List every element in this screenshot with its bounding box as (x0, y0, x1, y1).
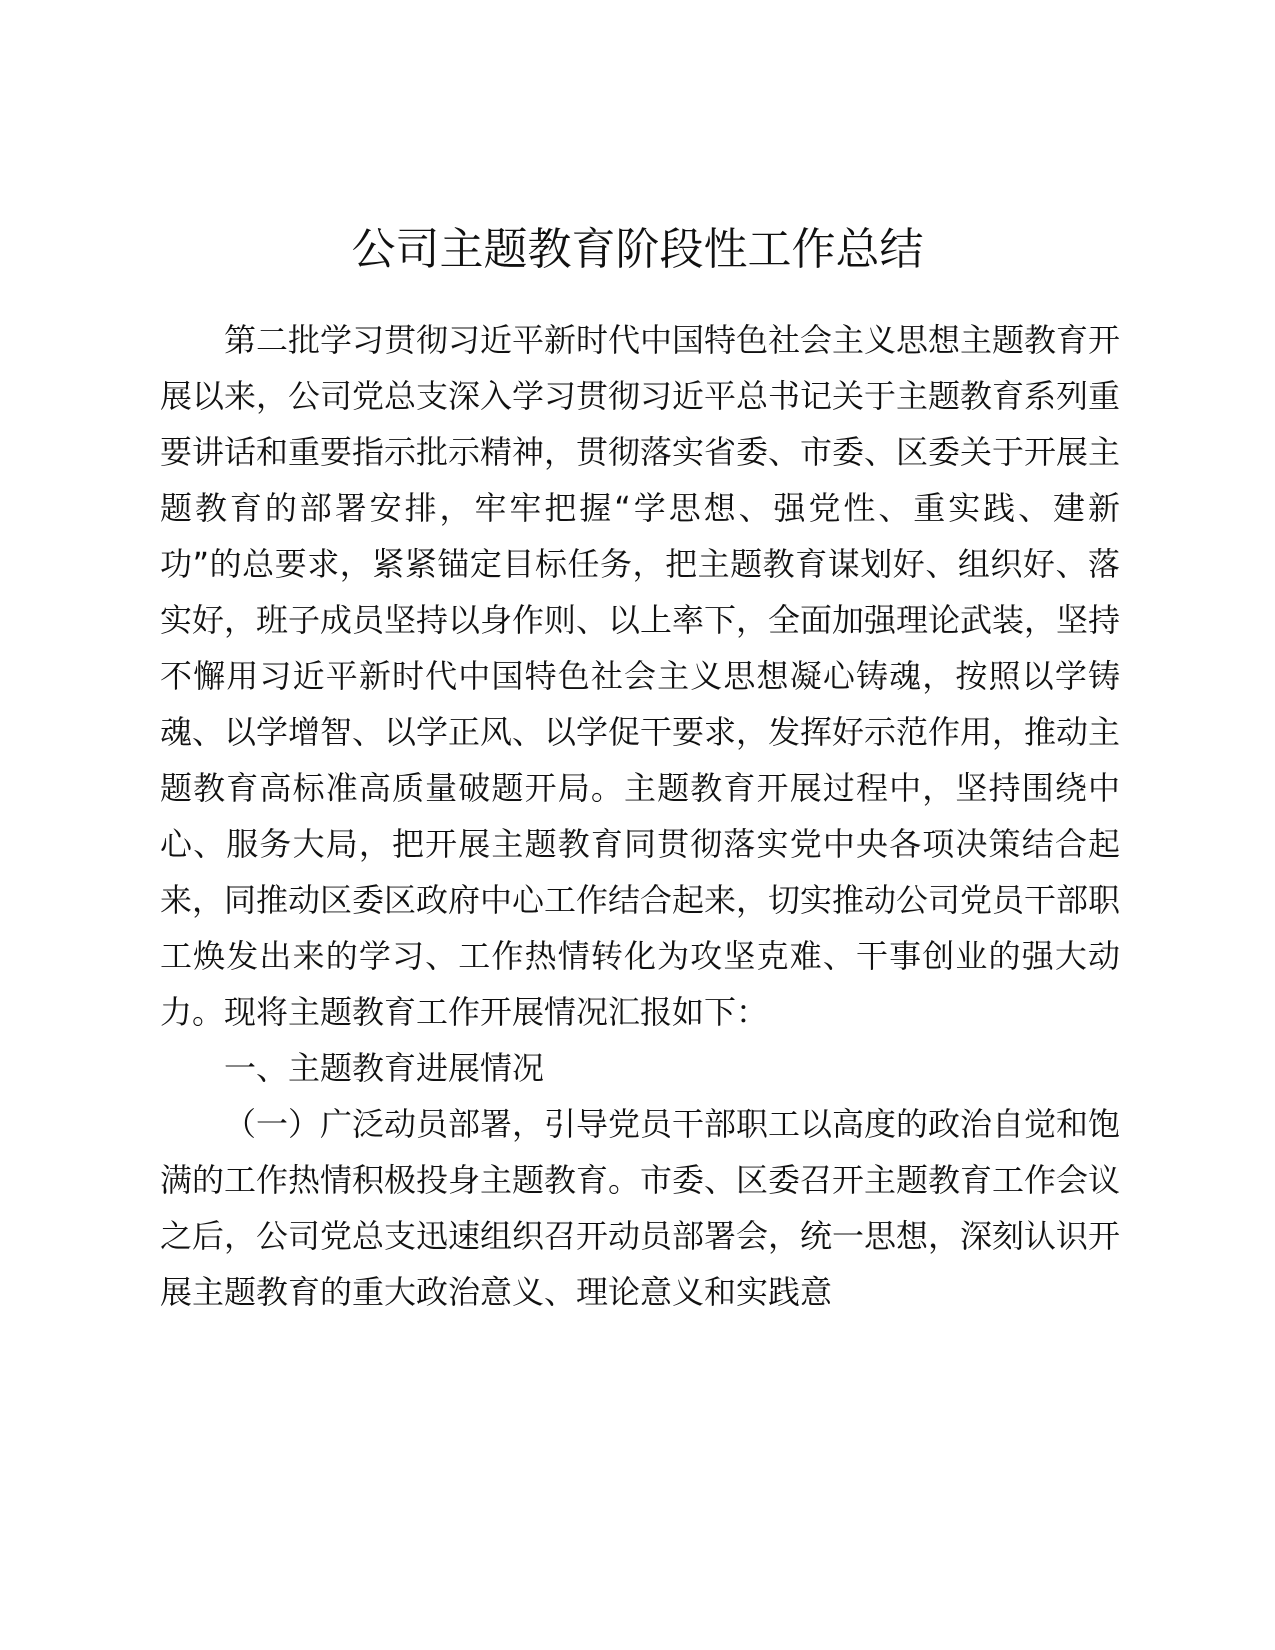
section-heading-1: 一、主题教育进展情况 (224, 1049, 545, 1087)
intro-paragraph: 第二批学习贯彻习近平新时代中国特色社会主义思想主题教育开展以来，公司党总支深入学习贯彻习近平总书记关于主题教育系列重要讲话和重要指示批示精神，贯彻落实省委、市委、区委关于开展主题教育的部署安排，牢牢把握“学思想、强党性、重实践、建新功”的总要求，紧紧锚定目标任务，把主题教育谋划好、组织好、落实好，班子成员坚持以身作则、以上率下，全面加强理论武装，坚持不懈用习近平新时代中国特色社会主义思想凝心铸魂，按照以学铸魂、以学增智、以学正风、以学促干要求，发挥好示范作用，推动主题教育高标准高质量破题开局。主题教育开展过程中，坚持围绕中心、服务大局，把开展主题教育同贯彻落实党中央各项决策结合起来，同推动区委区政府中心工作结合起来，切实推动公司党员干部职工焕发出来的学习、工作热情转化为攻坚克难、干事创业的强大动力。现将主题教育工作开展情况汇报如下： (160, 321, 1121, 1031)
section-1-paragraph-1: （一）广泛动员部署，引导党员干部职工以高度的政治自觉和饱满的工作热情积极投身主题教育。市委、区委召开主题教育工作会议之后，公司党总支迅速组织召开动员部署会，统一思想，深刻认识开展主题教育的重大政治意义、理论意义和实践意 (160, 1105, 1121, 1311)
document-title: 公司主题教育阶段性工作总结 (351, 224, 924, 275)
document-body (160, 312, 1120, 1320)
